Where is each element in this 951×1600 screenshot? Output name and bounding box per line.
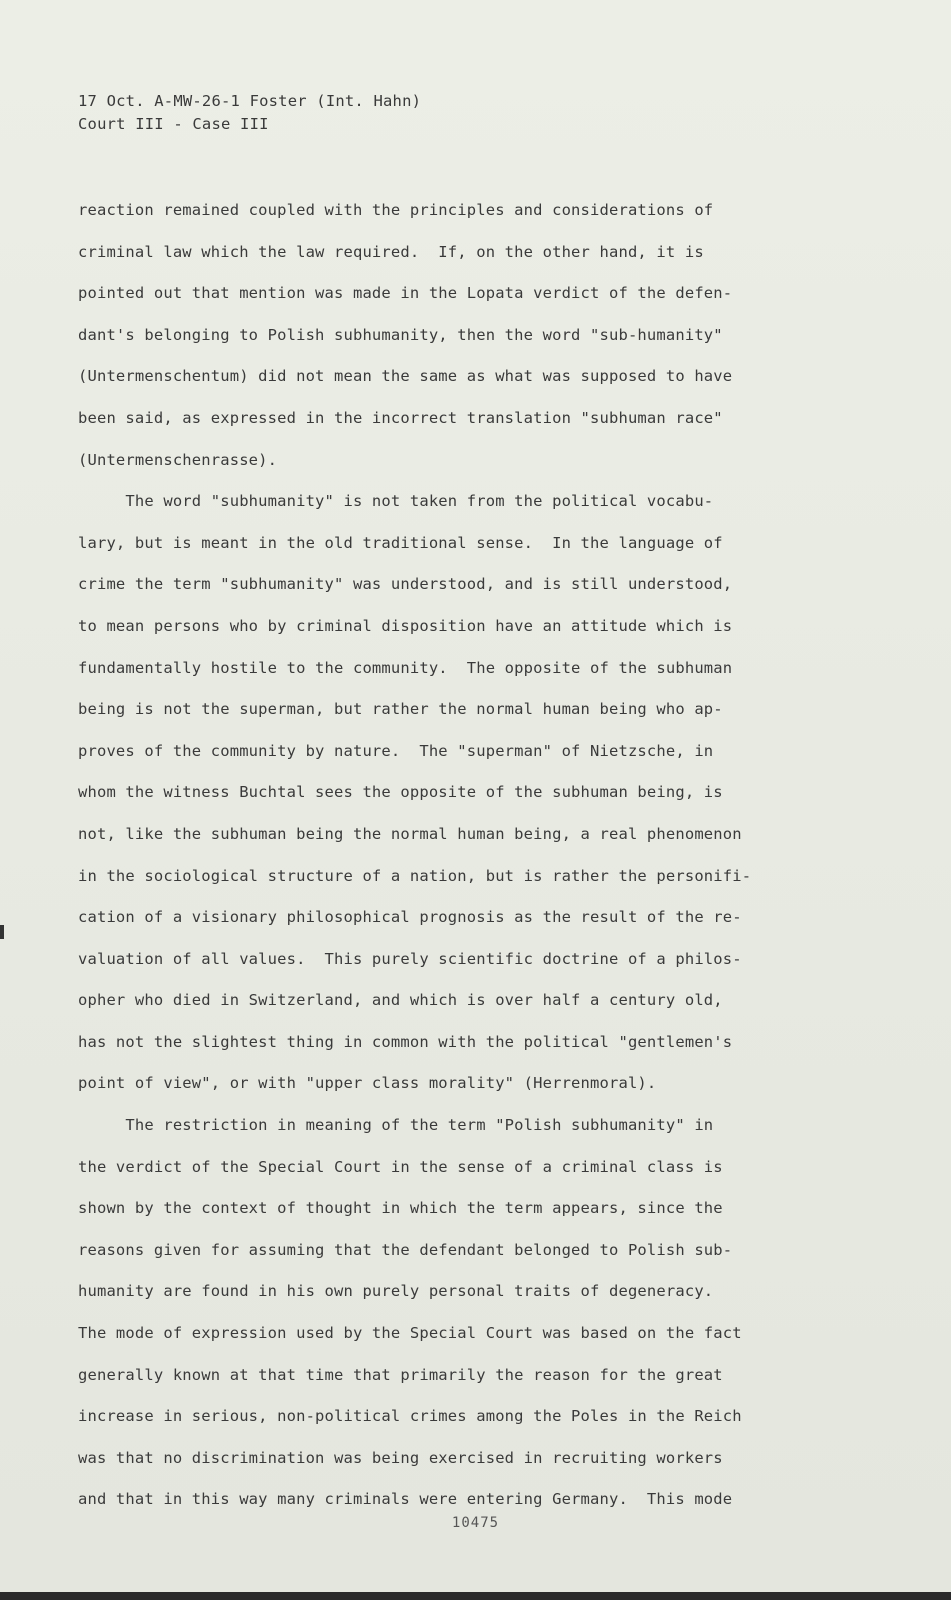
transcript-line: increase in serious, non-political crimes among the Poles in the Reich bbox=[78, 1407, 742, 1426]
transcript-line: was that no discrimination was being exercised in recruiting workers bbox=[78, 1448, 723, 1467]
transcript-line: lary, but is meant in the old traditional sense. In the language of bbox=[78, 533, 723, 552]
transcript-line: shown by the context of thought in which the term appears, since the bbox=[78, 1199, 723, 1218]
transcript-line: generally known at that time that primarily the reason for the great bbox=[78, 1365, 723, 1384]
transcript-line: valuation of all values. This purely scientific doctrine of a philos- bbox=[78, 949, 742, 968]
transcript-line: The mode of expression used by the Special Court was based on the fact bbox=[78, 1324, 742, 1343]
header-court-case: Court III - Case III bbox=[78, 115, 269, 133]
transcript-body bbox=[78, 190, 808, 1521]
transcript-line: The restriction in meaning of the term "Polish subhumanity" in bbox=[78, 1116, 714, 1135]
transcript-line: has not the slightest thing in common with the political "gentlemen's bbox=[78, 1032, 733, 1051]
transcript-line: pointed out that mention was made in the Lopata verdict of the defen- bbox=[78, 284, 733, 303]
transcript-line: fundamentally hostile to the community. The opposite of the subhuman bbox=[78, 658, 733, 677]
transcript-line: humanity are found in his own purely personal traits of degeneracy. bbox=[78, 1282, 714, 1301]
transcript-line: criminal law which the law required. If, on the other hand, it is bbox=[78, 242, 704, 261]
transcript-line: dant's belonging to Polish subhumanity, then the word "sub-humanity" bbox=[78, 325, 723, 344]
transcript-line: opher who died in Switzerland, and which is over half a century old, bbox=[78, 991, 723, 1010]
transcript-line: and that in this way many criminals were entering Germany. This mode bbox=[78, 1490, 733, 1509]
transcript-line: been said, as expressed in the incorrect translation "subhuman race" bbox=[78, 408, 723, 427]
transcript-line: to mean persons who by criminal disposition have an attitude which is bbox=[78, 616, 733, 635]
document-header bbox=[78, 90, 421, 136]
transcript-line: (Untermenschenrasse). bbox=[78, 450, 278, 469]
transcript-line: proves of the community by nature. The "superman" of Nietzsche, in bbox=[78, 741, 714, 760]
transcript-line: in the sociological structure of a nation, but is rather the personifi- bbox=[78, 866, 752, 885]
header-date-reference: 17 Oct. A-MW-26-1 Foster (Int. Hahn) bbox=[78, 92, 422, 110]
transcript-line: The word "subhumanity" is not taken from the political vocabu- bbox=[78, 492, 714, 511]
scan-bottom-edge bbox=[0, 1592, 951, 1600]
scan-edge-mark bbox=[0, 925, 4, 939]
transcript-line: not, like the subhuman being the normal human being, a real phenomenon bbox=[78, 824, 742, 843]
transcript-line: reaction remained coupled with the principles and considerations of bbox=[78, 201, 714, 219]
transcript-line: crime the term "subhumanity" was understood, and is still understood, bbox=[78, 575, 733, 594]
transcript-line: (Untermenschentum) did not mean the same as what was supposed to have bbox=[78, 367, 733, 386]
transcript-line: being is not the superman, but rather the normal human being who ap- bbox=[78, 700, 723, 719]
transcript-line: cation of a visionary philosophical prognosis as the result of the re- bbox=[78, 908, 742, 927]
transcript-line: reasons given for assuming that the defendant belonged to Polish sub- bbox=[78, 1240, 733, 1259]
transcript-line: the verdict of the Special Court in the sense of a criminal class is bbox=[78, 1157, 723, 1176]
transcript-line: point of view", or with "upper class morality" (Herrenmoral). bbox=[78, 1074, 657, 1093]
page-number: 10475 bbox=[451, 1515, 500, 1531]
transcript-line: whom the witness Buchtal sees the opposite of the subhuman being, is bbox=[78, 783, 723, 802]
